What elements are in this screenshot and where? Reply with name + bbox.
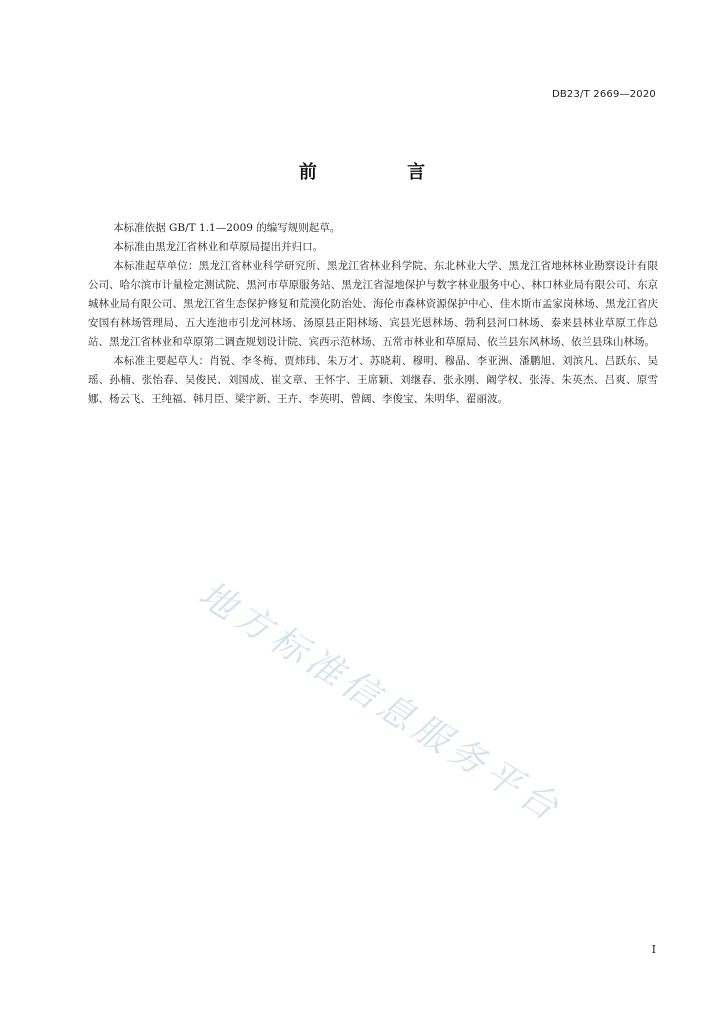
watermark: 地方标准信息服务平台 [191, 573, 570, 832]
standard-number: DB23/T 2669—2020 [551, 89, 656, 100]
page-title: 前 言 [298, 162, 468, 183]
foreword-body [88, 219, 658, 409]
paragraph-proposer: 本标准由黑龙江省林业和草原局提出并归口。 [113, 241, 324, 253]
paragraph-drafting-units: 本标准起草单位：黑龙江省林业科学研究所、黑龙江省林业科学院、东北林业大学、黑龙江省地林林业勘察设计有限公司、哈尔滨市计量检定测试院、黑河市草原服务站、黑龙江省湿地保护与数字林业服务中心、林口林业局有限公司、东京城林业局有限公司、黑龙江省生态保护修复和荒漠化防治处、海伦市森林资源保护中心、佳木斯市孟家岗林场、黑龙江省庆安国有林场管理局、五大连池市引龙河林场、汤原县正阳林场、宾县光恩林场、勃利县河口林场、泰来县林业草原工作总站、黑龙江省林业和草原第二调查规划设计院、宾西示范林场、五常市林业和草原局、依兰县东风林场、依兰县珠山林场。 [88, 260, 658, 348]
paragraph-main-drafters: 本标准主要起草人：肖锐、李冬梅、贾炜玮、朱万才、苏晓莉、穆明、穆晶、李亚洲、潘鹏旭、刘滨凡、吕跃东、吴瑶、孙楠、张怡春、吴俊民、刘国成、崔文章、王怀宇、王席颖、刘继春、张永刚、阚学权、张涛、朱英杰、吕爽、原雪娜、杨云飞、王纯福、韩月臣、梁宇新、王卉、李英明、曾阔、李俊宝、朱明华、翟丽波。 [88, 355, 658, 405]
paragraph-drafting-rules: 本标准依据 GB/T 1.1—2009 的编写规则起草。 [113, 222, 341, 234]
page-number: I [651, 943, 656, 956]
